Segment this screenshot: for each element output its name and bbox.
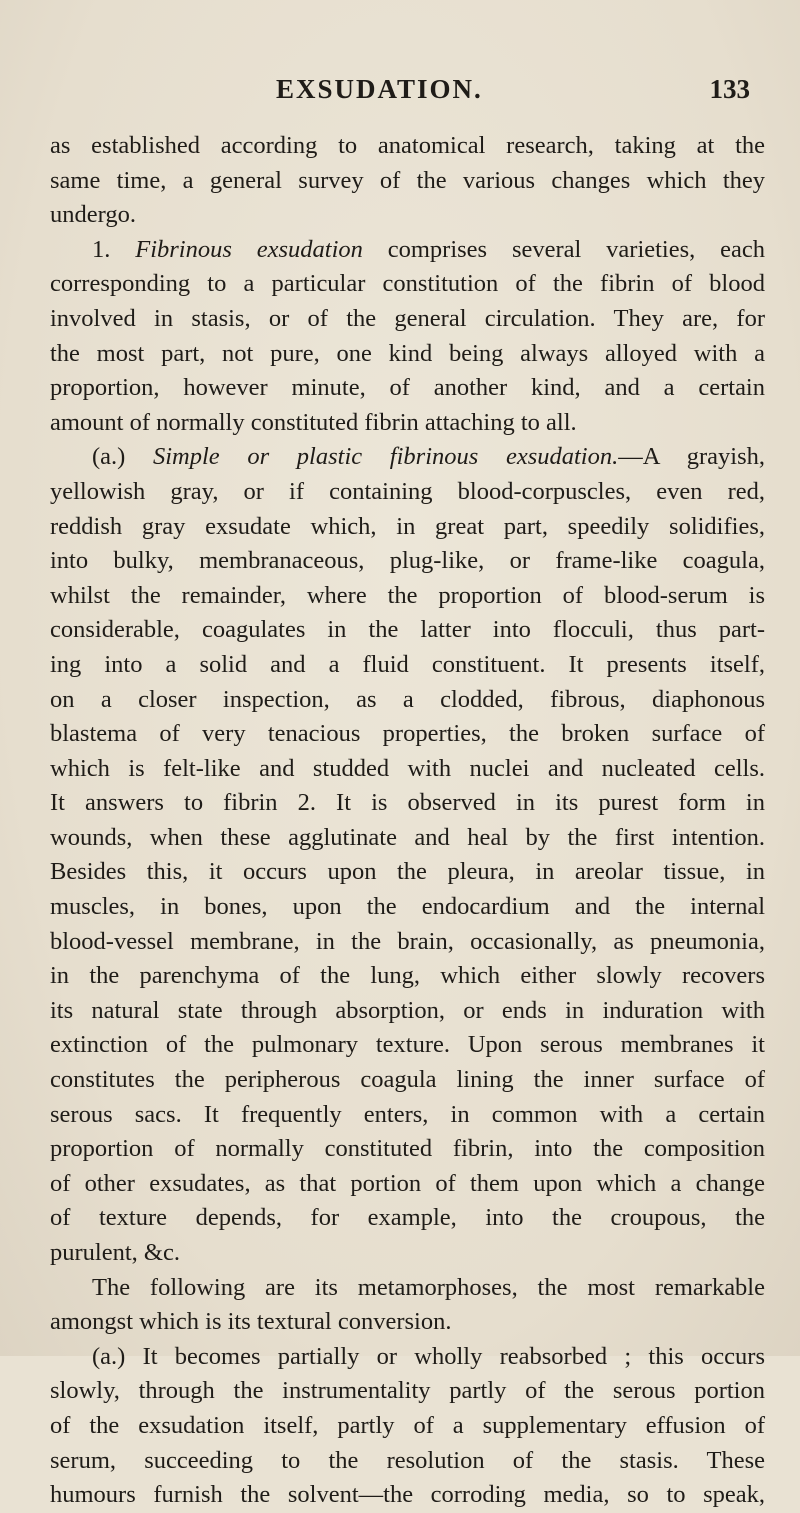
text-line: serous sacs. It frequently enters, in common with a certain <box>50 1100 765 1128</box>
text-line: purulent, &c. <box>50 1239 180 1266</box>
text-line: involved in stasis, or of the general circulation. They are, for <box>50 304 765 332</box>
running-head: EXSUDATION. <box>276 74 483 104</box>
text-line: extinction of the pulmonary texture. Upon serous membranes it <box>50 1031 765 1059</box>
text-line: as established according to anatomical research, taking at the <box>50 132 765 159</box>
text-line: serum, succeeding to the resolution of the stasis. These <box>50 1446 765 1474</box>
text-line: muscles, in bones, upon the endocardium and the internal <box>50 893 765 921</box>
text-line: The following are its metamorphoses, the most remarkable <box>92 1273 765 1301</box>
text-line: of the exsudation itself, partly of a supplementary effusion of <box>50 1411 765 1439</box>
text-line: proportion, however minute, of another kind, and a certain <box>50 374 765 402</box>
text-line: amongst which is its textural conversion. <box>50 1308 452 1336</box>
text-line: which is felt-like and studded with nuclei and nucleated cells. <box>50 754 765 782</box>
text-line: same time, a general survey of the various changes which they <box>50 166 765 194</box>
text-line: whilst the remainder, where the proportion of blood-serum is <box>50 581 765 609</box>
text-line: of texture depends, for example, into the croupous, the <box>50 1204 765 1232</box>
italic-phrase: Simple or plastic fibrinous exsudation. <box>153 443 619 471</box>
text-line: on a closer inspection, as a clodded, fibrous, diaphonous <box>50 685 765 713</box>
text-line: reddish gray exsudate which, in great part, speedily solidifies, <box>50 512 765 540</box>
text-line: (a.) It becomes partially or wholly reabsorbed ; this occurs <box>92 1342 765 1370</box>
page-number: 133 <box>709 74 750 104</box>
text-line: constitutes the peripherous coagula lining the inner surface of <box>50 1066 765 1094</box>
text-line: Besides this, it occurs upon the pleura, in areolar tissue, in <box>50 858 765 886</box>
text-line: It answers to fibrin 2. It is observed in its purest form in <box>50 789 765 817</box>
italic-phrase: Fibrinous exsudation <box>135 235 363 263</box>
text-line: humours furnish the solvent—the corroding media, so to speak, <box>50 1481 765 1509</box>
text-line: ing into a solid and a fluid constituent. It presents itself, <box>50 650 765 678</box>
text-line: wounds, when these agglutinate and heal by the first intention. <box>50 823 765 851</box>
text-line: slowly, through the instrumentality partly of the serous portion <box>50 1377 765 1405</box>
text-line: blood-vessel membrane, in the brain, occasionally, as pneumonia, <box>50 927 765 955</box>
text-line: into bulky, membranaceous, plug-like, or frame-like coagula, <box>50 547 765 575</box>
text-line: blastema of very tenacious properties, the broken surface of <box>50 720 765 748</box>
text-line: proportion of normally constituted fibrin, into the composition <box>50 1135 765 1163</box>
text-line: corresponding to a particular constitution of the fibrin of blood <box>50 270 765 298</box>
body-text <box>50 129 765 1513</box>
text-line: of other exsudates, as that portion of them upon which a change <box>50 1169 765 1197</box>
text-line: its natural state through absorption, or ends in induration with <box>50 996 765 1024</box>
text-line: (a.) Simple or plastic fibrinous exsudation.—A grayish, <box>92 443 765 471</box>
text-line: considerable, coagulates in the latter into flocculi, thus part- <box>50 616 765 644</box>
text-line: yellowish gray, or if containing blood-corpuscles, even red, <box>50 477 765 505</box>
text-line: in the parenchyma of the lung, which either slowly recovers <box>50 962 765 990</box>
page-header <box>0 74 800 110</box>
text-line: 1. Fibrinous exsudation comprises several varieties, each <box>92 235 766 263</box>
text-line: the most part, not pure, one kind being always alloyed with a <box>50 339 765 367</box>
text-line: amount of normally constituted fibrin attaching to all. <box>50 408 577 436</box>
text-line: undergo. <box>50 201 136 229</box>
